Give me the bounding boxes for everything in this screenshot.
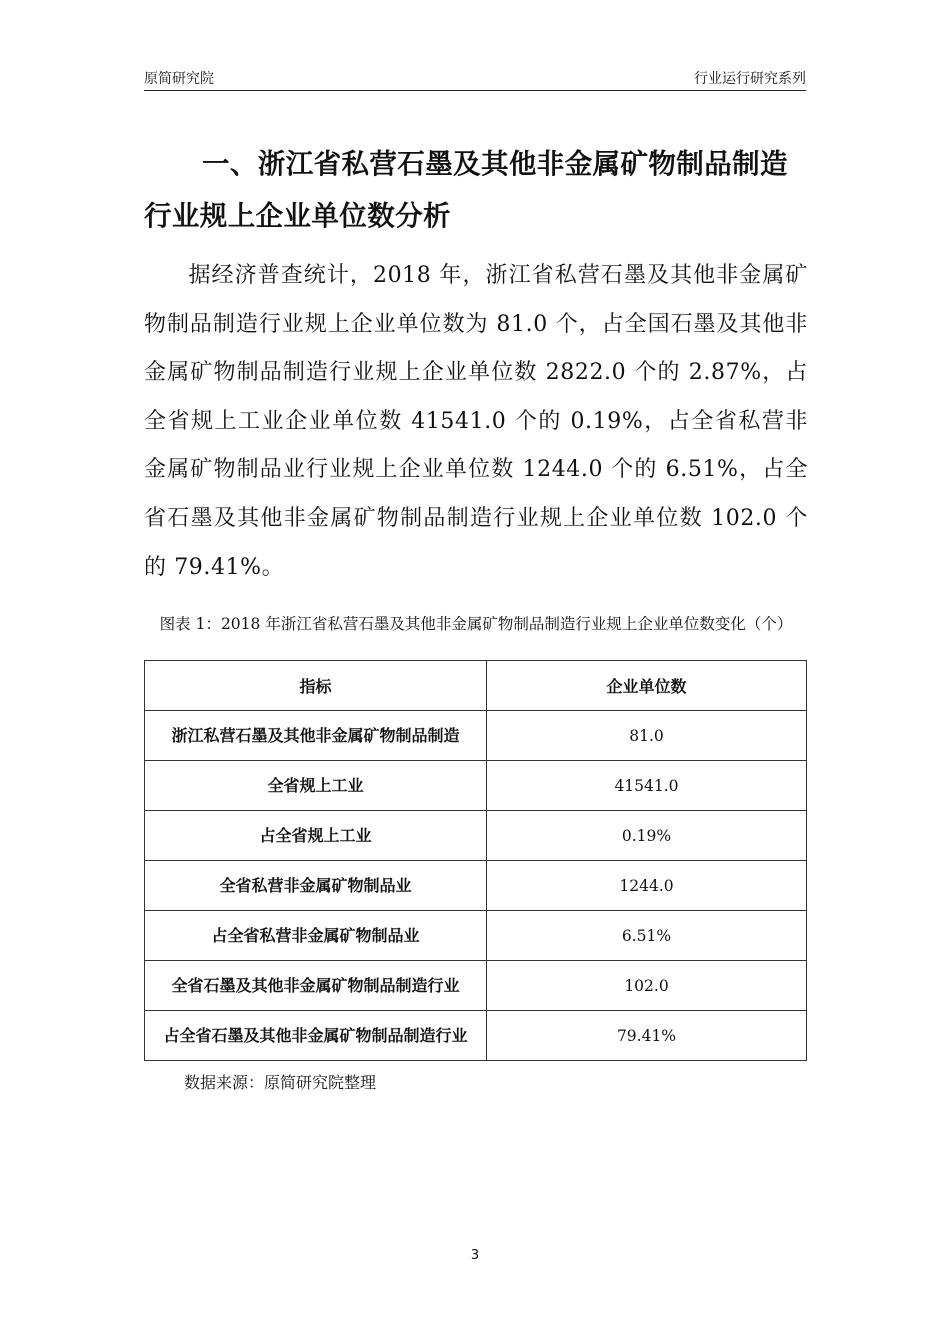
- value-cell: 6.51%: [487, 911, 807, 961]
- body-paragraph: [144, 252, 808, 592]
- body-paragraph-text: 据经济普查统计，2018 年，浙江省私营石墨及其他非金属矿物制品制造行业规上企业单位数为 81.0 个，占全国石墨及其他非金属矿物制品制造行业规上企业单位数 2822.0 个的 2.87%，占全省规上工业企业单位数 41541.0 个的 0.19%，占全省私营非金属矿物制品业行业规上企业单位数 1244.0 个的 6.51%，占全省石墨及其他非金属矿物制品制造行业规上企业单位数 102.0 个的 79.41%。: [144, 263, 808, 580]
- value-cell: 0.19%: [487, 811, 807, 861]
- data-source-note: 数据来源：原简研究院整理: [184, 1073, 377, 1092]
- section-title-text: 一、浙江省私营石墨及其他非金属矿物制品制造行业规上企业单位数分析: [144, 148, 788, 232]
- value-cell: 1244.0: [487, 861, 807, 911]
- indicator-cell: 全省私营非金属矿物制品业: [145, 861, 487, 911]
- table-row: [145, 761, 807, 811]
- table-row: [145, 811, 807, 861]
- value-cell: 81.0: [487, 711, 807, 761]
- page-number: 3: [470, 1248, 480, 1263]
- header-series-name: 行业运行研究系列: [694, 71, 806, 87]
- table-row: [145, 911, 807, 961]
- table-row: [145, 711, 807, 761]
- table-row: [145, 961, 807, 1011]
- indicator-cell: 全省石墨及其他非金属矿物制品制造行业: [145, 961, 487, 1011]
- header-org-name: 原简研究院: [144, 71, 214, 87]
- indicator-cell: 全省规上工业: [145, 761, 487, 811]
- value-cell: 79.41%: [487, 1011, 807, 1061]
- indicator-cell: 占全省私营非金属矿物制品业: [145, 911, 487, 961]
- header-indicator: 指标: [145, 661, 487, 711]
- section-title: [144, 138, 808, 242]
- indicator-cell: 占全省规上工业: [145, 811, 487, 861]
- header-unit-count: 企业单位数: [487, 661, 807, 711]
- indicator-cell: 占全省石墨及其他非金属矿物制品制造行业: [145, 1011, 487, 1061]
- table-caption: 图表 1：2018 年浙江省私营石墨及其他非金属矿物制品制造行业规上企业单位数变化（个）: [159, 615, 793, 633]
- page-header: [144, 66, 806, 91]
- table-row: [145, 1011, 807, 1061]
- table-row: [145, 861, 807, 911]
- value-cell: 102.0: [487, 961, 807, 1011]
- data-table: [144, 660, 807, 1061]
- indicator-cell: 浙江私营石墨及其他非金属矿物制品制造: [145, 711, 487, 761]
- value-cell: 41541.0: [487, 761, 807, 811]
- table-header-row: [145, 661, 807, 711]
